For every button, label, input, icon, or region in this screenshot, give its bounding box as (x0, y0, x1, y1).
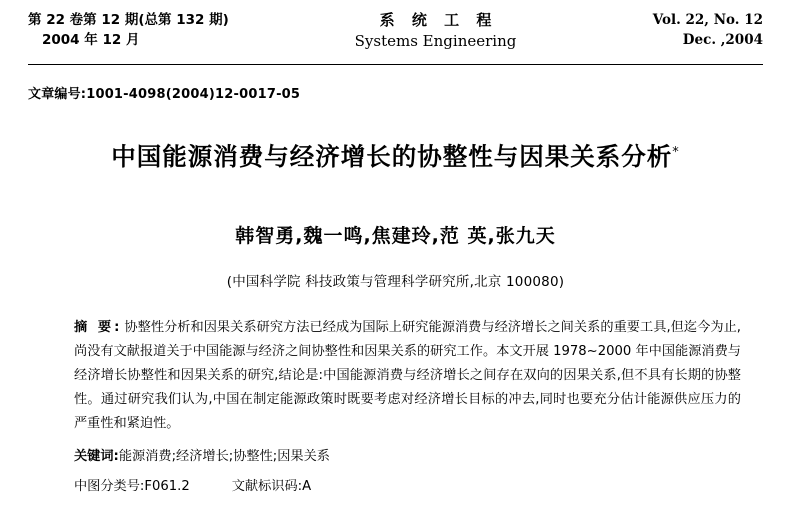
keywords-text: 能源消费;经济增长;协整性;因果关系 (118, 449, 330, 464)
title-footnote-marker: * (672, 144, 680, 160)
journal-title-cn: 系 统 工 程 (379, 11, 498, 29)
abstract-text: 协整性分析和因果关系研究方法已经成为国际上研究能源消费与经济增长之间关系的重要工具,但迄今为止,尚没有文献报道关于中国能源与经济之间协整性和因果关系的研究工作。本文开展 1978~2000 年中国能源消费与经济增长协整性和因果关系的研究,结论是:中国能源消费与经济增长之间存在双向的因果关系,但不具有长期的协整性。通过研究我们认为,中国在制定能源政策时既要考虑对经济增长目标的冲去,同时也要充分估计能源供应压力的严重性和紧迫性。 (74, 320, 741, 431)
keywords (28, 446, 763, 468)
running-head (28, 0, 763, 52)
author-list: 韩智勇,魏一鸣,焦建玲,范 英,张九天 (235, 225, 556, 247)
header-right (563, 10, 763, 50)
classification-line (28, 476, 763, 498)
header-center (331, 10, 541, 52)
issue-date-en: Dec. ,2004 (682, 32, 763, 48)
page-title (28, 138, 763, 173)
document-code (232, 476, 311, 498)
keywords-label: 关键词: (74, 449, 119, 464)
volume-issue: 第 22 卷第 12 期(总第 132 期) (28, 12, 229, 28)
clc-number (74, 476, 190, 498)
header-divider (28, 64, 763, 65)
affiliation: (中国科学院 科技政策与管理科学研究所,北京 100080) (226, 274, 565, 290)
header-left (28, 10, 308, 50)
journal-title-en: Systems Engineering (354, 32, 517, 50)
abstract (28, 316, 763, 436)
clc-value: F061.2 (144, 479, 190, 494)
abstract-label: 摘 要: (74, 320, 123, 335)
document-code-label: 文献标识码: (231, 479, 303, 494)
document-code-value: A (302, 479, 312, 494)
volume-issue-en: Vol. 22, No. 12 (652, 12, 763, 28)
clc-label: 中图分类号: (74, 479, 145, 494)
title-text: 中国能源消费与经济增长的协整性与因果关系分析 (111, 142, 673, 171)
article-number: 文章编号:1001-4098(2004)12-0017-05 (28, 87, 301, 102)
issue-date-cn: 2004 年 12 月 (42, 32, 140, 48)
